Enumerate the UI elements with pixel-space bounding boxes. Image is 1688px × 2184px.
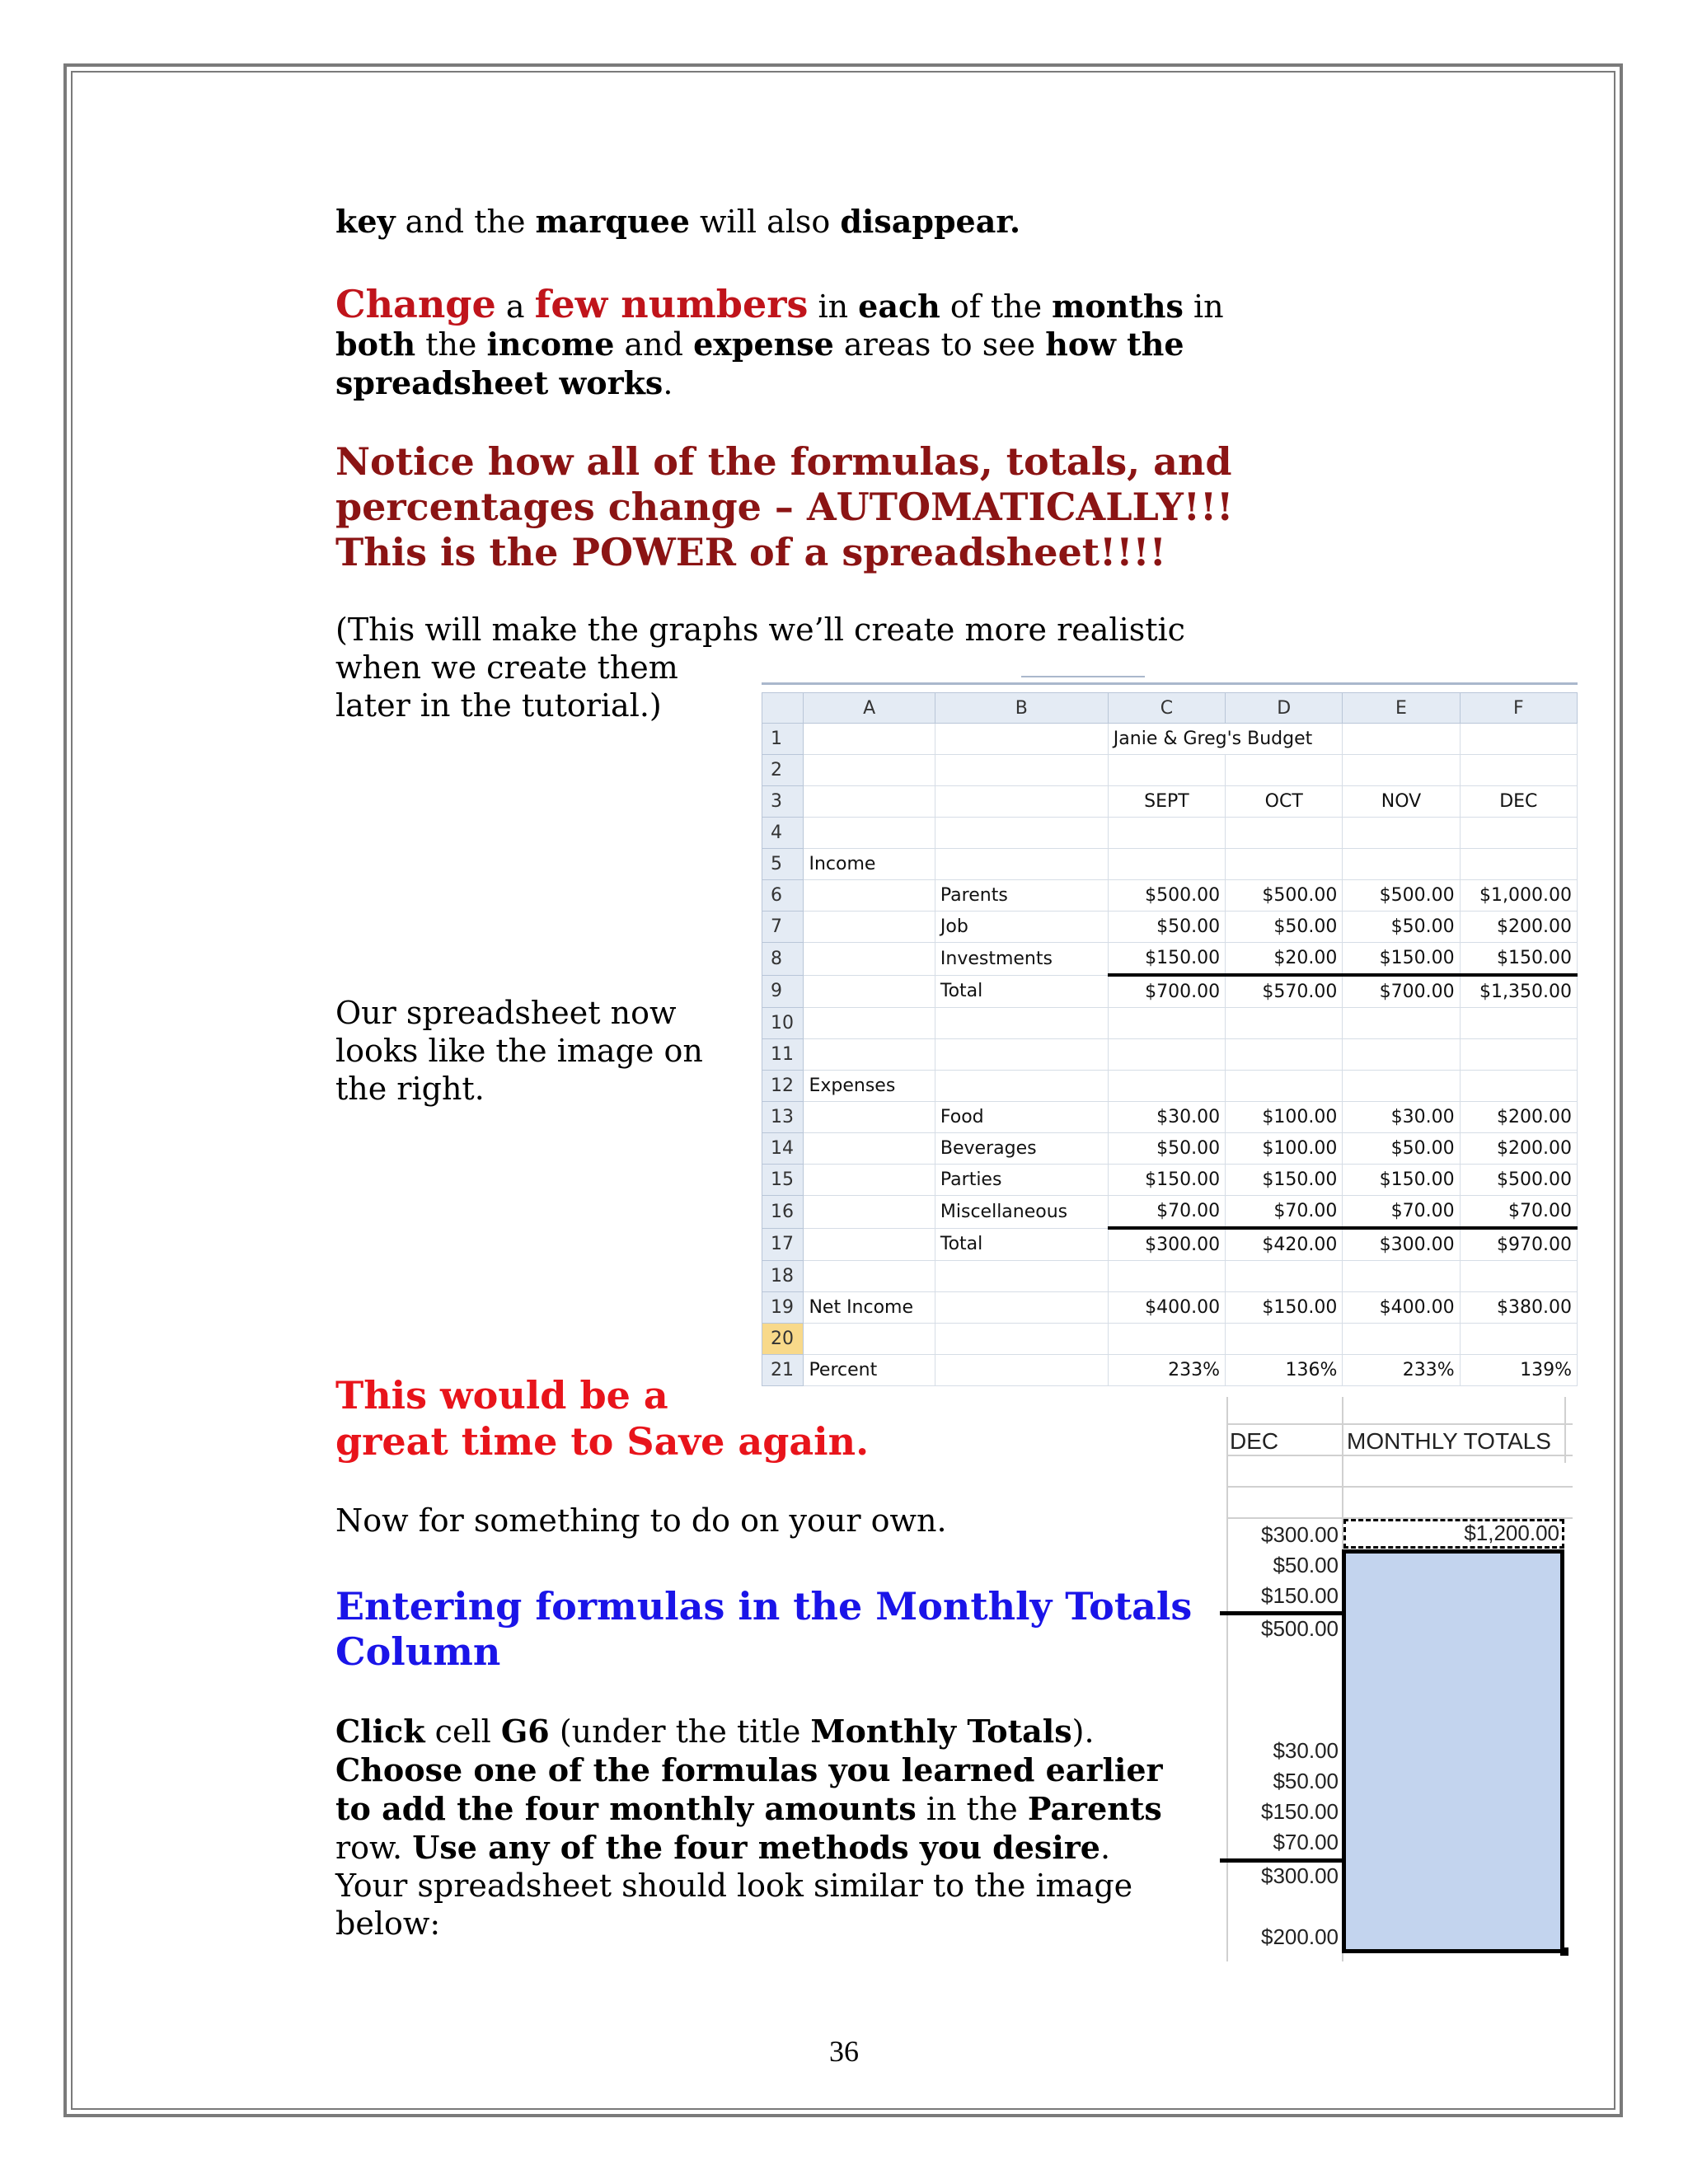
cell-c4[interactable] — [1108, 818, 1225, 849]
row-header[interactable]: 12 — [762, 1071, 804, 1102]
row-header[interactable]: 7 — [762, 912, 804, 943]
cell-e15[interactable]: $150.00 — [1343, 1165, 1460, 1196]
cell-e5[interactable] — [1343, 849, 1460, 880]
grid-line — [1226, 1455, 1573, 1456]
text-spreadsheet-works: spreadsheet works — [335, 364, 663, 401]
graphs-note-line2: when we create them — [335, 649, 678, 686]
save-line1: This would be a — [335, 1373, 668, 1418]
cell-e18[interactable] — [1343, 1261, 1460, 1292]
cell-e21[interactable]: 233% — [1343, 1355, 1460, 1386]
selected-range[interactable] — [1342, 1549, 1564, 1953]
our-sheet-line1: Our spreadsheet now — [335, 995, 677, 1031]
cell-f17[interactable]: $970.00 — [1460, 1228, 1577, 1261]
text: cell — [424, 1713, 501, 1750]
row-header[interactable]: 10 — [762, 1008, 804, 1039]
text: and the — [395, 204, 536, 240]
cell-d3[interactable]: OCT — [1226, 786, 1343, 818]
cell-d2[interactable] — [1226, 755, 1343, 786]
cell-f10[interactable] — [1460, 1008, 1577, 1039]
cell-f12[interactable] — [1460, 1071, 1577, 1102]
cell-e2[interactable] — [1343, 755, 1460, 786]
cell-e19[interactable]: $400.00 — [1343, 1292, 1460, 1324]
text: and — [614, 326, 694, 363]
row-header[interactable]: 20 — [762, 1324, 804, 1355]
cell-b20[interactable] — [935, 1324, 1108, 1355]
cell-e17[interactable]: $300.00 — [1343, 1228, 1460, 1261]
cell-e4[interactable] — [1343, 818, 1460, 849]
row-header[interactable]: 1 — [762, 724, 804, 755]
column-header-f[interactable]: F — [1460, 693, 1577, 724]
text-parents: Parents — [1027, 1790, 1162, 1827]
sheet-top-border — [762, 682, 1578, 685]
monthly-totals-label: MONTHLY TOTALS — [1347, 1428, 1551, 1454]
cell-f7[interactable]: $200.00 — [1460, 912, 1577, 943]
cell-b14[interactable]: Beverages — [935, 1133, 1108, 1165]
page-number: 36 — [829, 2035, 859, 2068]
row-header[interactable]: 19 — [762, 1292, 804, 1324]
cell-a18[interactable] — [804, 1261, 935, 1292]
cell-d13[interactable]: $100.00 — [1226, 1102, 1343, 1133]
cell-b18[interactable] — [935, 1261, 1108, 1292]
cell-e16[interactable]: $70.00 — [1343, 1196, 1460, 1229]
cell-e7[interactable]: $50.00 — [1343, 912, 1460, 943]
cell-a9[interactable] — [804, 975, 935, 1008]
text: a — [495, 288, 535, 325]
dec-value: $300.00 — [1261, 1522, 1339, 1547]
cell-a17[interactable] — [804, 1228, 935, 1261]
column-header-e[interactable]: E — [1343, 693, 1460, 724]
row-header[interactable]: 14 — [762, 1133, 804, 1165]
cell-f8[interactable]: $150.00 — [1460, 943, 1577, 976]
dec-value: $50.00 — [1273, 1553, 1339, 1577]
cell-a6[interactable] — [804, 880, 935, 912]
cell-b8[interactable]: Investments — [935, 943, 1108, 976]
cell-b21[interactable] — [935, 1355, 1108, 1386]
para-change-line1 — [335, 282, 1224, 326]
own-text: Now for something to do on your own. — [335, 1502, 947, 1539]
cell-f20[interactable] — [1460, 1324, 1577, 1355]
cell-a1[interactable] — [804, 724, 935, 755]
cell-f19[interactable]: $380.00 — [1460, 1292, 1577, 1324]
text: (under the title — [549, 1713, 811, 1750]
cell-c3[interactable]: SEPT — [1108, 786, 1225, 818]
dec-label: DEC — [1230, 1428, 1279, 1454]
cell-d17[interactable]: $420.00 — [1226, 1228, 1343, 1261]
cell-c15[interactable]: $150.00 — [1108, 1165, 1225, 1196]
row-header[interactable]: 8 — [762, 943, 804, 976]
cell-a4[interactable] — [804, 818, 935, 849]
cell-e6[interactable]: $500.00 — [1343, 880, 1460, 912]
cell-e11[interactable] — [1343, 1039, 1460, 1071]
text-marquee: marquee — [535, 203, 690, 240]
cell-b12[interactable] — [935, 1071, 1108, 1102]
text: in — [1183, 288, 1224, 325]
our-sheet-line3: the right. — [335, 1071, 485, 1107]
cell-d7[interactable]: $50.00 — [1226, 912, 1343, 943]
text-few-numbers: few numbers — [534, 282, 809, 326]
cell-d5[interactable] — [1226, 849, 1343, 880]
text-months: months — [1052, 288, 1184, 325]
cell-b15[interactable]: Parties — [935, 1165, 1108, 1196]
dec-value: $200.00 — [1261, 1924, 1339, 1949]
row-header[interactable]: 5 — [762, 849, 804, 880]
row-header[interactable]: 2 — [762, 755, 804, 786]
cell-c10[interactable] — [1108, 1008, 1225, 1039]
row-header[interactable]: 3 — [762, 786, 804, 818]
cell-f14[interactable]: $200.00 — [1460, 1133, 1577, 1165]
cell-f9[interactable]: $1,350.00 — [1460, 975, 1577, 1008]
grid-line — [1226, 1486, 1573, 1488]
column-header-d[interactable]: D — [1226, 693, 1343, 724]
cell-c14[interactable]: $50.00 — [1108, 1133, 1225, 1165]
row-header[interactable]: 9 — [762, 975, 804, 1008]
cell-c9[interactable]: $700.00 — [1108, 975, 1225, 1008]
cell-c1[interactable]: Janie & Greg's Budget — [1108, 724, 1343, 755]
cell-d16[interactable]: $70.00 — [1226, 1196, 1343, 1229]
cell-a19[interactable]: Net Income — [804, 1292, 935, 1324]
our-sheet-line2: looks like the image on — [335, 1033, 703, 1069]
text-how-the: how the — [1045, 326, 1184, 363]
text: in the — [916, 1791, 1028, 1827]
text: will also — [689, 204, 841, 240]
cell-c7[interactable]: $50.00 — [1108, 912, 1225, 943]
row-header[interactable]: 13 — [762, 1102, 804, 1133]
cell-b4[interactable] — [935, 818, 1108, 849]
row-header[interactable]: 6 — [762, 880, 804, 912]
cell-b10[interactable] — [935, 1008, 1108, 1039]
text-use-any: Use any of the four methods you desire — [412, 1829, 1100, 1866]
para-change-line3 — [335, 364, 673, 402]
cell-b2[interactable] — [935, 755, 1108, 786]
cell-b3[interactable] — [935, 786, 1108, 818]
text-expense: expense — [693, 326, 834, 363]
cell-f16[interactable]: $70.00 — [1460, 1196, 1577, 1229]
cell-d8[interactable]: $20.00 — [1226, 943, 1343, 976]
cell-b16[interactable]: Miscellaneous — [935, 1196, 1108, 1229]
text: . — [663, 365, 673, 401]
sheet-top-accent — [1021, 676, 1145, 677]
cell-f15[interactable]: $500.00 — [1460, 1165, 1577, 1196]
cell-f18[interactable] — [1460, 1261, 1577, 1292]
cell-c19[interactable]: $400.00 — [1108, 1292, 1225, 1324]
cell-a7[interactable] — [804, 912, 935, 943]
cell-b19[interactable] — [935, 1292, 1108, 1324]
grid-line — [1226, 1423, 1573, 1425]
row-header[interactable]: 21 — [762, 1355, 804, 1386]
cell-a12[interactable]: Expenses — [804, 1071, 935, 1102]
monthly-totals-snippet — [1226, 1397, 1573, 1961]
text: areas to see — [833, 326, 1046, 363]
text: of the — [940, 288, 1053, 325]
cell-e8[interactable]: $150.00 — [1343, 943, 1460, 976]
cell-d15[interactable]: $150.00 — [1226, 1165, 1343, 1196]
cell-c12[interactable] — [1108, 1071, 1225, 1102]
notice-line2: percentages change – AUTOMATICALLY!!! — [335, 485, 1234, 529]
cell-a13[interactable] — [804, 1102, 935, 1133]
row-header[interactable]: 15 — [762, 1165, 804, 1196]
cell-a5[interactable]: Income — [804, 849, 935, 880]
text-change: Change — [335, 282, 496, 326]
save-line2: great time to Save again. — [335, 1419, 870, 1464]
cell-c18[interactable] — [1108, 1261, 1225, 1292]
cell-d4[interactable] — [1226, 818, 1343, 849]
instructions-line2: Choose one of the formulas you learned earlier — [335, 1751, 1163, 1788]
cell-f4[interactable] — [1460, 818, 1577, 849]
para-change-line2 — [335, 326, 1184, 363]
grid-line — [1564, 1397, 1566, 1463]
cell-a14[interactable] — [804, 1133, 935, 1165]
dec-value: $30.00 — [1273, 1738, 1339, 1763]
cell-a2[interactable] — [804, 755, 935, 786]
instructions-line3 — [335, 1790, 1162, 1828]
cell-b7[interactable]: Job — [935, 912, 1108, 943]
text-each: each — [858, 288, 940, 325]
notice-line3: This is the POWER of a spreadsheet!!!! — [335, 530, 1166, 574]
cell-f6[interactable]: $1,000.00 — [1460, 880, 1577, 912]
cell-f21[interactable]: 139% — [1460, 1355, 1577, 1386]
cell-e12[interactable] — [1343, 1071, 1460, 1102]
select-all-corner[interactable] — [762, 693, 804, 724]
cell-c17[interactable]: $300.00 — [1108, 1228, 1225, 1261]
fill-handle[interactable] — [1560, 1947, 1568, 1956]
cell-b13[interactable]: Food — [935, 1102, 1108, 1133]
column-header-a[interactable]: A — [804, 693, 935, 724]
cell-a11[interactable] — [804, 1039, 935, 1071]
cell-b9[interactable]: Total — [935, 975, 1108, 1008]
cell-f11[interactable] — [1460, 1039, 1577, 1071]
column-header-b[interactable]: B — [935, 693, 1108, 724]
text-to-add: to add the four monthly amounts — [335, 1790, 917, 1827]
text-click: Click — [335, 1713, 425, 1750]
cell-f13[interactable]: $200.00 — [1460, 1102, 1577, 1133]
column-header-c[interactable]: C — [1108, 693, 1225, 724]
cell-e1[interactable] — [1343, 724, 1460, 755]
dec-value: $500.00 — [1261, 1616, 1339, 1641]
dec-value: $150.00 — [1261, 1583, 1339, 1608]
cell-a16[interactable] — [804, 1196, 935, 1229]
cell-c6[interactable]: $500.00 — [1108, 880, 1225, 912]
text-disappear: disappear. — [840, 203, 1021, 240]
cell-c13[interactable]: $30.00 — [1108, 1102, 1225, 1133]
cell-f3[interactable]: DEC — [1460, 786, 1577, 818]
cell-c5[interactable] — [1108, 849, 1225, 880]
cell-d10[interactable] — [1226, 1008, 1343, 1039]
text-income: income — [486, 326, 615, 363]
text: row. — [335, 1830, 413, 1866]
instructions-line5: Your spreadsheet should look similar to the image — [335, 1868, 1133, 1904]
graphs-note-line1: (This will make the graphs we’ll create more realistic — [335, 612, 1185, 648]
cell-c21[interactable]: 233% — [1108, 1355, 1225, 1386]
cell-a15[interactable] — [804, 1165, 935, 1196]
cell-b17[interactable]: Total — [935, 1228, 1108, 1261]
text: ). — [1071, 1713, 1095, 1750]
instructions-line6: below: — [335, 1905, 441, 1942]
dec-value: $150.00 — [1261, 1799, 1339, 1824]
graphs-note-line3: later in the tutorial.) — [335, 687, 662, 724]
cell-c2[interactable] — [1108, 755, 1225, 786]
cell-d19[interactable]: $150.00 — [1226, 1292, 1343, 1324]
cell-e9[interactable]: $700.00 — [1343, 975, 1460, 1008]
cell-d11[interactable] — [1226, 1039, 1343, 1071]
cell-c20[interactable] — [1108, 1324, 1225, 1355]
row-header[interactable]: 4 — [762, 818, 804, 849]
cell-f5[interactable] — [1460, 849, 1577, 880]
cell-e3[interactable]: NOV — [1343, 786, 1460, 818]
text-g6: G6 — [500, 1713, 550, 1750]
cell-b11[interactable] — [935, 1039, 1108, 1071]
text: the — [415, 326, 487, 363]
cell-d18[interactable] — [1226, 1261, 1343, 1292]
row-header[interactable]: 11 — [762, 1039, 804, 1071]
cell-d21[interactable]: 136% — [1226, 1355, 1343, 1386]
cell-b1[interactable] — [935, 724, 1108, 755]
cell-d12[interactable] — [1226, 1071, 1343, 1102]
cell-f1[interactable] — [1460, 724, 1577, 755]
cell-f2[interactable] — [1460, 755, 1577, 786]
cell-a8[interactable] — [804, 943, 935, 976]
cell-c8[interactable]: $150.00 — [1108, 943, 1225, 976]
dec-value: $300.00 — [1261, 1863, 1339, 1888]
cell-a20[interactable] — [804, 1324, 935, 1355]
cell-a21[interactable]: Percent — [804, 1355, 935, 1386]
text-key: key — [335, 203, 396, 240]
para-marquee — [335, 203, 1020, 241]
cell-e13[interactable]: $30.00 — [1343, 1102, 1460, 1133]
cell-c11[interactable] — [1108, 1039, 1225, 1071]
dec-value: $70.00 — [1273, 1830, 1339, 1854]
spreadsheet-image — [762, 692, 1578, 1389]
spreadsheet-grid — [762, 692, 1578, 1386]
cell-b5[interactable] — [935, 849, 1108, 880]
cell-d9[interactable]: $570.00 — [1226, 975, 1343, 1008]
cell-b6[interactable]: Parents — [935, 880, 1108, 912]
cell-d6[interactable]: $500.00 — [1226, 880, 1343, 912]
text-both: both — [335, 326, 416, 363]
cell-d20[interactable] — [1226, 1324, 1343, 1355]
text: . — [1100, 1830, 1111, 1866]
cell-e14[interactable]: $50.00 — [1343, 1133, 1460, 1165]
dec-value: $50.00 — [1273, 1769, 1339, 1793]
section-heading-line1: Entering formulas in the Monthly Totals — [335, 1584, 1193, 1629]
row-header[interactable]: 18 — [762, 1261, 804, 1292]
marquee-value: $1,200.00 — [1464, 1521, 1559, 1545]
row-header[interactable]: 17 — [762, 1228, 804, 1261]
cell-a3[interactable] — [804, 786, 935, 818]
total-underline — [1220, 1611, 1343, 1615]
cell-d14[interactable]: $100.00 — [1226, 1133, 1343, 1165]
cell-a10[interactable] — [804, 1008, 935, 1039]
notice-line1: Notice how all of the formulas, totals, and — [335, 439, 1232, 484]
instructions-line1 — [335, 1713, 1095, 1750]
row-header[interactable]: 16 — [762, 1196, 804, 1229]
text: in — [808, 288, 859, 325]
section-heading-line2: Column — [335, 1629, 501, 1674]
cell-e10[interactable] — [1343, 1008, 1460, 1039]
text-monthly-totals: Monthly Totals — [810, 1713, 1072, 1750]
cell-e20[interactable] — [1343, 1324, 1460, 1355]
total-underline — [1220, 1858, 1343, 1863]
cell-c16[interactable]: $70.00 — [1108, 1196, 1225, 1229]
instructions-line4 — [335, 1829, 1110, 1867]
